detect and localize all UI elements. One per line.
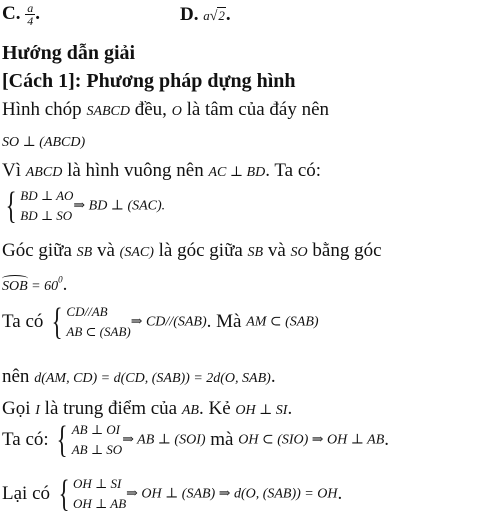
brace: {: [51, 301, 63, 343]
fraction-denominator: 4: [27, 14, 34, 28]
math: I: [35, 403, 40, 418]
sqrt-sign: √: [209, 9, 218, 24]
line-3: [2, 160, 321, 182]
text: và: [263, 240, 291, 261]
text: Lại có: [2, 483, 55, 504]
math: AC ⊥ BD: [208, 165, 266, 180]
line-2: [2, 130, 85, 152]
text: Ta có:: [2, 429, 54, 450]
option-c-dot: .: [35, 2, 40, 24]
line-4: [2, 186, 165, 226]
math: ⇒ OH ⊥ (SAB) ⇒ d(O, (SAB)) = OH: [126, 486, 338, 502]
equation-system: [2, 186, 73, 226]
text: .: [287, 398, 293, 419]
math: d(AM, CD) = d(CD, (SAB)) = 2d(O, SAB): [34, 371, 271, 386]
text: .: [337, 483, 343, 504]
math: SB: [76, 245, 93, 260]
text: mà: [205, 429, 239, 450]
system-row: CD//AB: [66, 304, 108, 319]
text: là tâm của đáy nên: [181, 99, 329, 120]
math: ⇒ BD ⊥ (SAC).: [73, 198, 166, 214]
math: ABCD: [25, 165, 63, 180]
line-5: [2, 240, 382, 262]
text: Hình chóp: [2, 99, 87, 120]
degree: 0: [58, 274, 63, 285]
math: SABCD: [86, 104, 130, 119]
line-8: [2, 366, 276, 388]
line-11: [2, 474, 342, 514]
math: OH ⊂ (SIO) ⇒ OH ⊥ AB: [238, 432, 385, 448]
sqrt-radicand: 2: [218, 8, 225, 23]
option-d-a: a: [203, 8, 210, 23]
text: .: [270, 366, 276, 387]
system-row: OH ⊥ SI: [73, 476, 122, 491]
text: nên: [2, 366, 35, 387]
line-6: [2, 274, 67, 296]
math: OH ⊥ SI: [235, 403, 288, 418]
text: . Kẻ: [198, 398, 236, 419]
math: (SAC): [119, 245, 154, 260]
line-1: [2, 99, 329, 121]
option-d: [180, 4, 231, 26]
equation-system: [53, 420, 122, 460]
option-c: [2, 2, 40, 27]
text: . Mà: [206, 311, 247, 332]
system-row: BD ⊥ AO: [20, 188, 74, 203]
math: AB: [181, 403, 199, 418]
method-title: [Cách 1]: Phương pháp dựng hình: [2, 70, 296, 92]
angle-symbol: SOB: [2, 279, 28, 294]
text: Gọi: [2, 398, 36, 419]
line-10: [2, 420, 389, 460]
text: là góc giữa: [153, 240, 248, 261]
math: SB: [247, 245, 264, 260]
math: SO ⊥ (ABCD): [2, 135, 86, 150]
math: SO: [290, 245, 308, 260]
line-9: [2, 398, 292, 420]
text: Ta có: [2, 311, 49, 332]
system-row: AB ⊥ SO: [71, 442, 123, 457]
math: O: [171, 104, 182, 119]
equation-system: [48, 302, 131, 342]
system-row: BD ⊥ SO: [20, 208, 73, 223]
brace: {: [5, 185, 17, 227]
brace: {: [57, 419, 69, 461]
option-c-label: C.: [2, 2, 21, 24]
solution-heading: Hướng dẫn giải: [2, 42, 136, 64]
option-c-fraction: [25, 2, 35, 27]
brace: {: [58, 473, 70, 515]
math: AM ⊂ (SAB): [246, 314, 319, 330]
text: là trung điểm của: [39, 398, 182, 419]
text: Góc giữa: [2, 240, 77, 261]
option-d-dot: .: [225, 4, 231, 25]
text: bằng góc: [307, 240, 382, 261]
text: là hình vuông nên: [62, 160, 209, 181]
text: . Ta có:: [265, 160, 322, 181]
text: và: [92, 240, 120, 261]
math: ⇒ AB ⊥ (SOI): [122, 432, 206, 448]
math: = 60: [27, 279, 59, 294]
system-row: AB ⊂ (SAB): [66, 324, 131, 339]
text: Vì: [2, 160, 26, 181]
line-7: [2, 302, 319, 342]
equation-system: [55, 474, 126, 514]
text: .: [384, 429, 390, 450]
fraction-numerator: a: [27, 1, 34, 15]
text: .: [62, 274, 68, 295]
math: ⇒ CD//(SAB): [130, 314, 207, 330]
system-row: OH ⊥ AB: [73, 496, 127, 511]
option-d-label: D.: [180, 4, 199, 25]
system-row: AB ⊥ OI: [71, 422, 121, 437]
text: đều,: [130, 99, 172, 120]
